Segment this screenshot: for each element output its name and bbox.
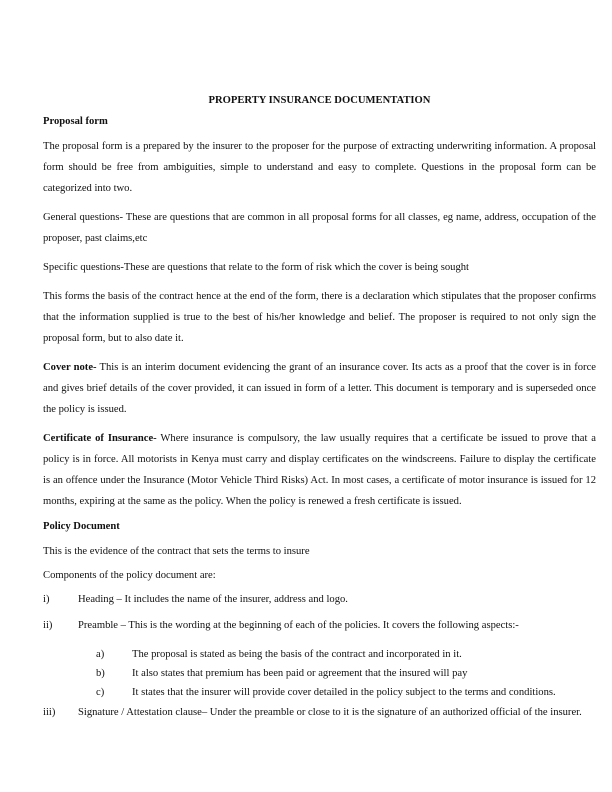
list-item (43, 702, 596, 723)
list-item-number: i) (43, 594, 50, 605)
list-item (43, 615, 596, 636)
certificate-lead: Certificate of Insurance- (43, 433, 157, 444)
sub-list-item-letter: b) (96, 668, 105, 679)
list-item-number: iii) (43, 707, 56, 718)
list-item-text: Heading – It includes the name of the insurer, address and logo. (78, 594, 348, 605)
sub-list-item-letter: c) (96, 687, 105, 698)
policy-document-paragraph-1: This is the evidence of the contract that sets the terms to insure (43, 546, 310, 557)
proposal-form-paragraph-1: The proposal form is a prepared by the insurer to the proposer for the purpose of extracting underwriting information. A proposal form should be free from ambiguities, simple to understand and easy to complete. Questions in the proposal form can be categorized into two. (43, 141, 596, 194)
sub-list-item-letter: a) (96, 649, 105, 660)
policy-document-paragraph-2: Components of the policy document are: (43, 570, 216, 581)
specific-questions-paragraph: Specific questions-These are questions that relate to the form of risk which the cover is being sought (43, 262, 469, 273)
document-title: PROPERTY INSURANCE DOCUMENTATION (208, 95, 431, 106)
list-item-number: ii) (43, 620, 53, 631)
certificate-paragraph (43, 428, 596, 512)
list-item-text: Signature / Attestation clause– Under the preamble or close to it is the signature of an authorized official of the insurer. (78, 707, 582, 718)
cover-note-lead: Cover note- (43, 362, 97, 373)
general-questions-paragraph: General questions- These are questions that are common in all proposal forms for all classes, eg name, address, occupation of the proposer, past claims,etc (43, 212, 596, 244)
sub-list-item-text: It states that the insurer will provide cover detailed in the policy subject to the terms and conditions. (132, 687, 556, 698)
certificate-text: Where insurance is compulsory, the law usually requires that a certificate be issued to prove that a policy is in force. All motorists in Kenya must carry and display certificates on the windscreens. Failure to display the certificate is an offence under the Insurance (Motor Vehicle Third Risks) Act. In most cases, a certificate of motor insurance is issued for 12 months, expiring at the same as the policy. When the policy is renewed a fresh certificate is issued. (43, 433, 596, 507)
sub-list-item (96, 664, 596, 683)
list-item-text: Preamble – This is the wording at the beginning of each of the policies. It covers the following aspects:- (78, 620, 519, 631)
declaration-paragraph: This forms the basis of the contract hence at the end of the form, there is a declaration which stipulates that the proposer confirms that the information supplied is true to the best of his/her knowledge and belief. The proposer is required to not only sign the proposal form, but to also date it. (43, 291, 596, 344)
heading-proposal-form: Proposal form (43, 116, 108, 127)
sub-list-item-text: The proposal is stated as being the basis of the contract and incorporated in it. (132, 649, 462, 660)
sub-list-item (96, 683, 596, 702)
sub-list-item (96, 645, 596, 664)
cover-note-text: This is an interim document evidencing the grant of an insurance cover. Its acts as a proof that the cover is in force and gives brief details of the cover provided, it can issued in form of a letter. This document is temporary and is superseded once the policy is issued. (43, 362, 596, 415)
list-item (43, 589, 596, 610)
heading-policy-document: Policy Document (43, 521, 120, 532)
cover-note-paragraph (43, 357, 596, 420)
document-page (43, 94, 596, 728)
sub-list-item-text: It also states that premium has been paid or agreement that the insured will pay (132, 668, 468, 679)
